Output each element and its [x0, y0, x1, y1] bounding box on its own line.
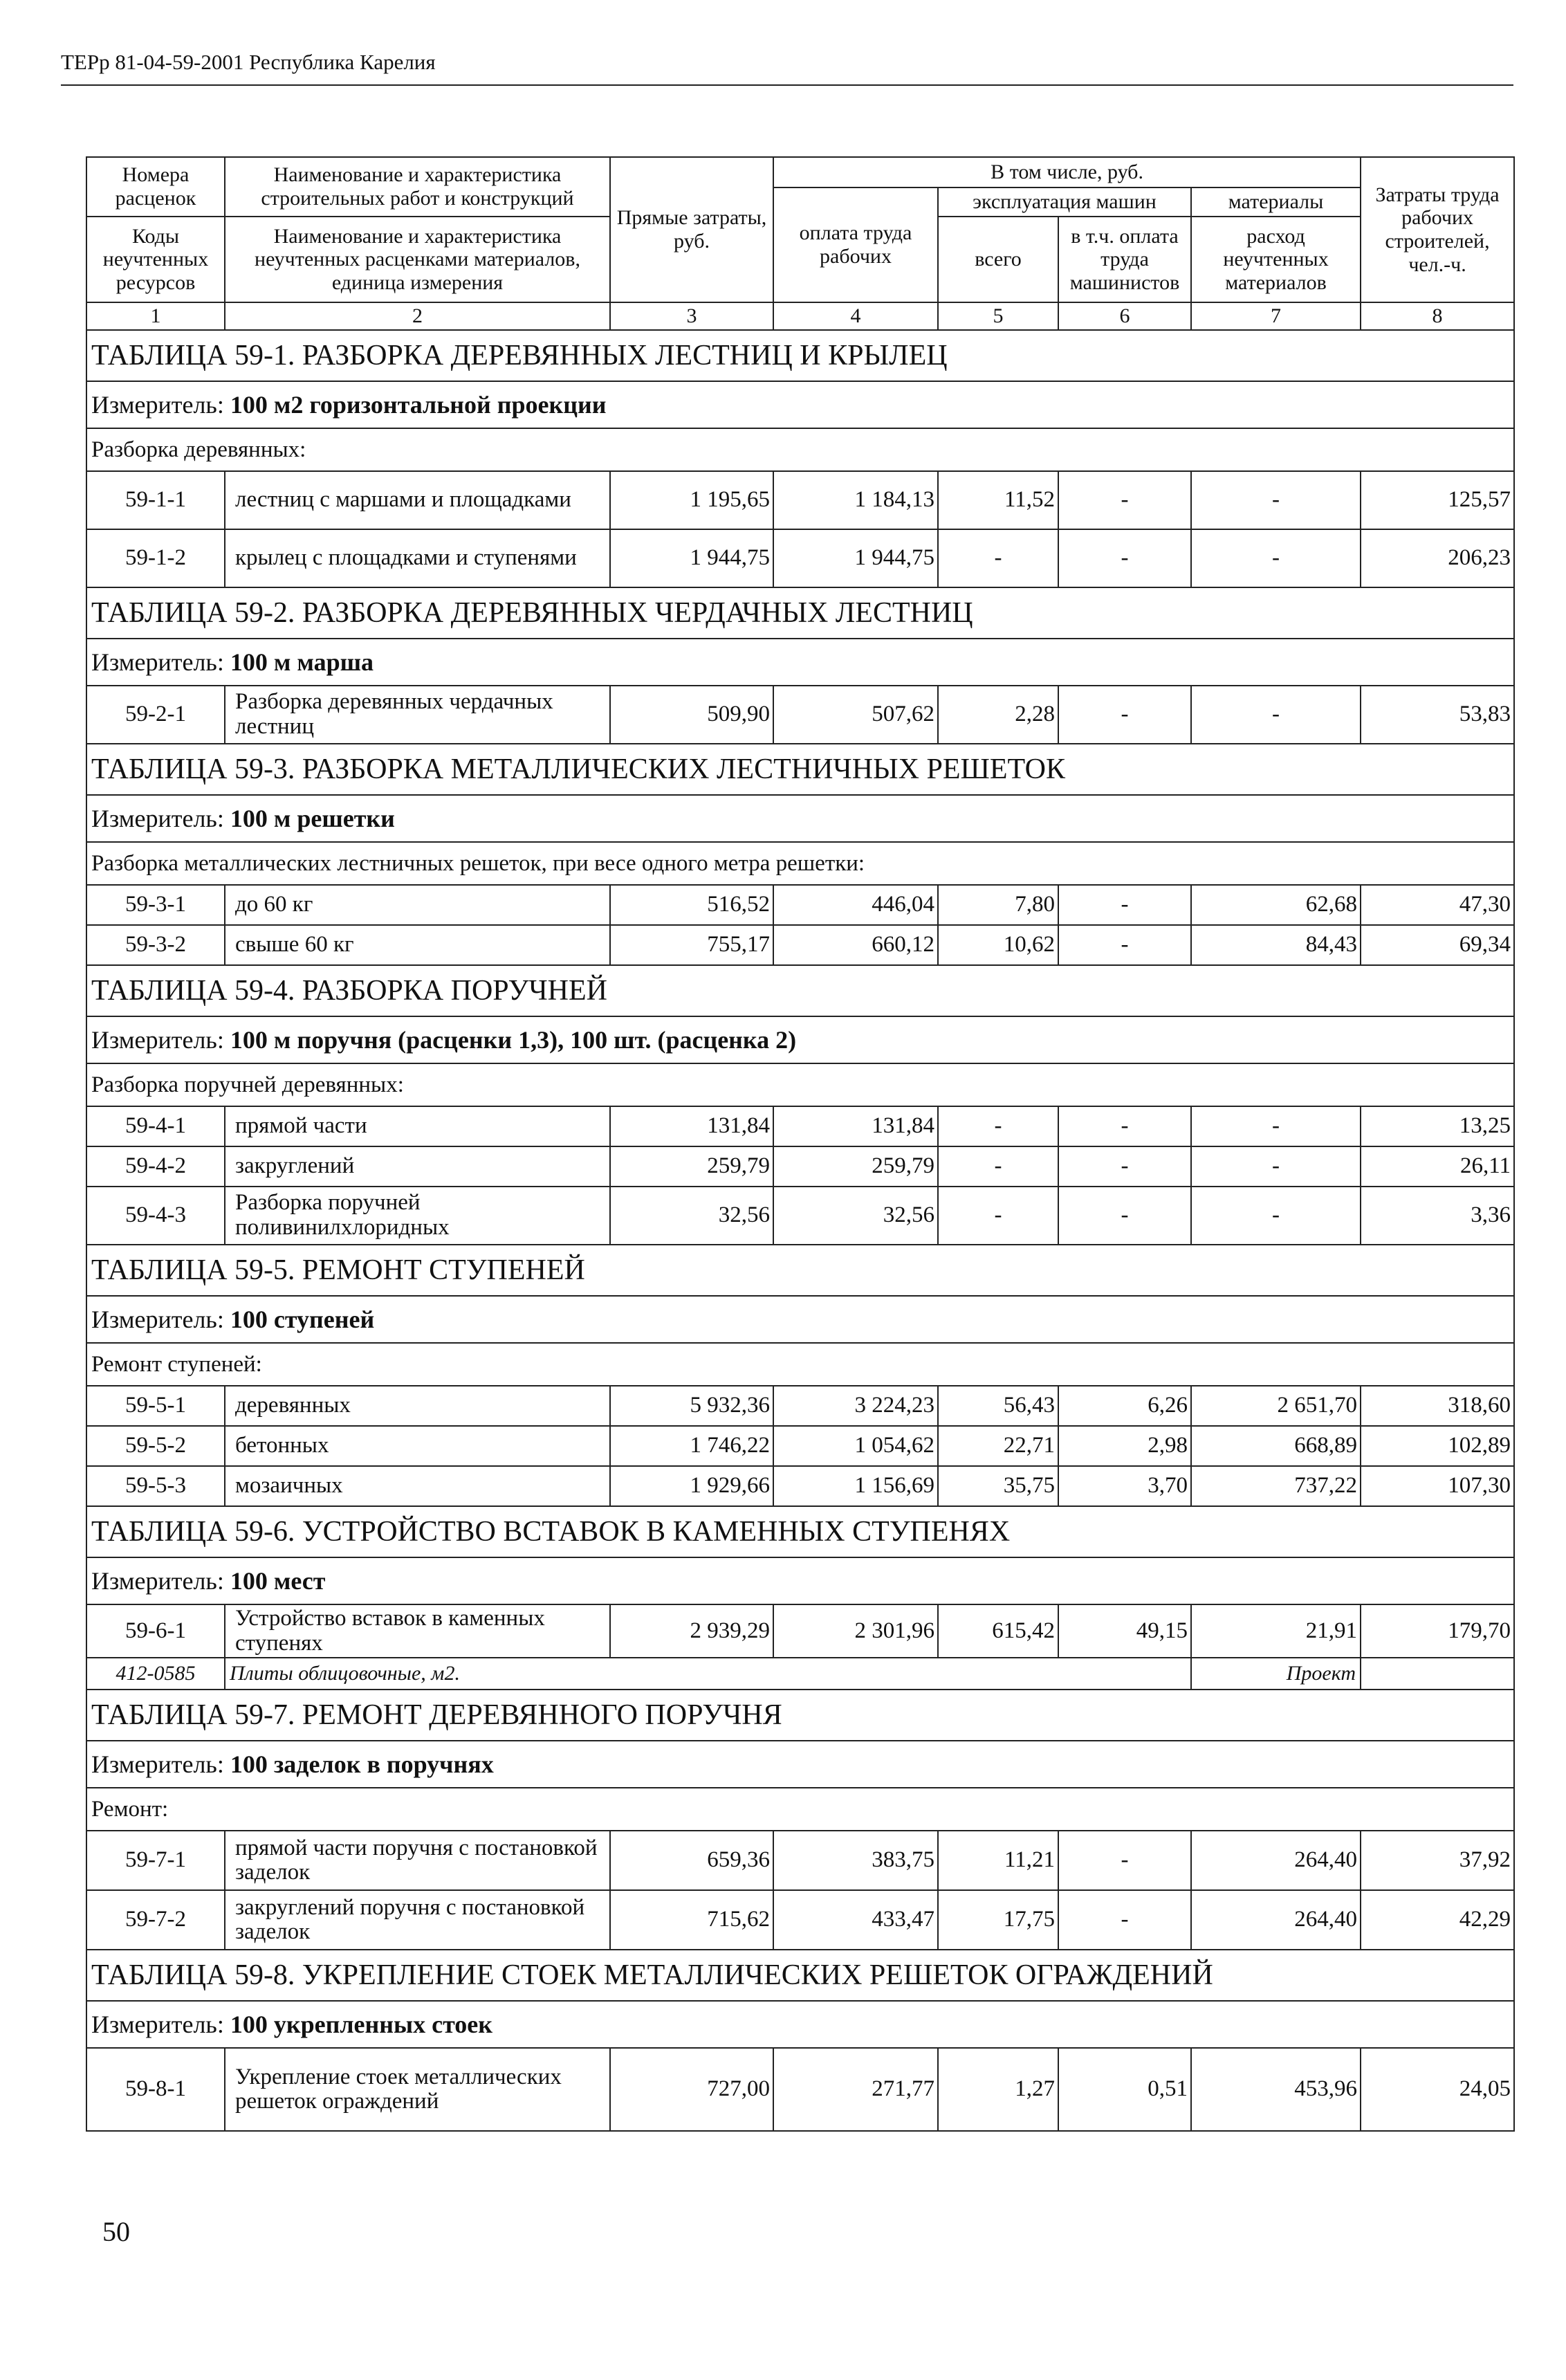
work-name: Разборка поручней поливинилхлоридных	[225, 1187, 610, 1245]
table-row	[86, 529, 1514, 587]
section-title-row	[86, 1245, 1514, 1296]
rate-code: 59-4-3	[86, 1187, 225, 1245]
measure-label: Измеритель:	[91, 2011, 224, 2039]
group-heading: Ремонт:	[86, 1788, 1514, 1831]
rate-code: 59-4-2	[86, 1146, 225, 1187]
machinist-wage: -	[1058, 1146, 1191, 1187]
resource-empty	[1361, 1658, 1514, 1690]
section-title: ТАБЛИЦА 59-3. РАЗБОРКА МЕТАЛЛИЧЕСКИХ ЛЕСТНИЧНЫХ РЕШЕТОК	[86, 744, 1514, 795]
section-title: ТАБЛИЦА 59-4. РАЗБОРКА ПОРУЧНЕЙ	[86, 965, 1514, 1016]
wage-cost: 259,79	[773, 1146, 938, 1187]
col2-bottom-header: Наименование и характеристика неучтенных расценками материалов, единица измерения	[225, 217, 610, 302]
wage-cost: 433,47	[773, 1890, 938, 1950]
machine-cost: 22,71	[938, 1426, 1058, 1466]
table-row	[86, 1146, 1514, 1187]
table-row	[86, 1831, 1514, 1890]
material-cost: 668,89	[1191, 1426, 1361, 1466]
rate-code: 59-1-1	[86, 471, 225, 529]
col3-header: Прямые затраты, руб.	[610, 157, 773, 302]
machinist-wage: 3,70	[1058, 1466, 1191, 1506]
direct-cost: 1 746,22	[610, 1426, 773, 1466]
measure-row	[86, 1016, 1514, 1063]
section-title-row	[86, 330, 1514, 381]
wage-cost: 2 301,96	[773, 1604, 938, 1658]
work-name: прямой части поручня с постановкой заделок	[225, 1831, 610, 1890]
work-name: крылец с площадками и ступенями	[225, 529, 610, 587]
work-name: Устройство вставок в каменных ступенях	[225, 1604, 610, 1658]
header-rule	[61, 84, 1513, 86]
table-row	[86, 1426, 1514, 1466]
wage-cost: 3 224,23	[773, 1386, 938, 1426]
rate-code: 59-7-2	[86, 1890, 225, 1950]
wage-cost: 131,84	[773, 1106, 938, 1146]
measure-cell	[86, 381, 1514, 428]
material-cost: 264,40	[1191, 1831, 1361, 1890]
rate-code: 59-3-2	[86, 925, 225, 965]
column-number: 8	[1361, 302, 1514, 330]
work-name: Укрепление стоек металлических решеток ограждений	[225, 2048, 610, 2131]
machine-cost: 17,75	[938, 1890, 1058, 1950]
measure-label: Измеритель:	[91, 805, 224, 832]
measure-row	[86, 639, 1514, 686]
table-row	[86, 2048, 1514, 2131]
col2-top-header: Наименование и характеристика строительных работ и конструкций	[225, 157, 610, 217]
material-cost: 62,68	[1191, 885, 1361, 925]
machinist-wage: -	[1058, 1187, 1191, 1245]
section-title: ТАБЛИЦА 59-7. РЕМОНТ ДЕРЕВЯННОГО ПОРУЧНЯ	[86, 1690, 1514, 1741]
machine-cost: -	[938, 529, 1058, 587]
measure-row	[86, 1296, 1514, 1343]
column-number: 2	[225, 302, 610, 330]
wage-cost: 383,75	[773, 1831, 938, 1890]
section-title: ТАБЛИЦА 59-1. РАЗБОРКА ДЕРЕВЯННЫХ ЛЕСТНИЦ И КРЫЛЕЦ	[86, 330, 1514, 381]
group-row	[86, 1788, 1514, 1831]
direct-cost: 1 944,75	[610, 529, 773, 587]
labor-hours: 37,92	[1361, 1831, 1514, 1890]
wage-cost: 1 184,13	[773, 471, 938, 529]
materials-header: материалы	[1191, 187, 1361, 217]
direct-cost: 755,17	[610, 925, 773, 965]
col6-header: в т.ч. оплата труда машинистов	[1058, 217, 1191, 302]
machine-cost: 56,43	[938, 1386, 1058, 1426]
column-number: 1	[86, 302, 225, 330]
table-row	[86, 885, 1514, 925]
resource-code: 412-0585	[86, 1658, 225, 1690]
material-cost: -	[1191, 1106, 1361, 1146]
wage-cost: 507,62	[773, 686, 938, 744]
wage-cost: 660,12	[773, 925, 938, 965]
section-title: ТАБЛИЦА 59-6. УСТРОЙСТВО ВСТАВОК В КАМЕННЫХ СТУПЕНЯХ	[86, 1506, 1514, 1557]
material-cost: 264,40	[1191, 1890, 1361, 1950]
measure-label: Измеритель:	[91, 1750, 224, 1779]
machinist-wage: -	[1058, 1831, 1191, 1890]
measure-row	[86, 1557, 1514, 1604]
material-cost: 737,22	[1191, 1466, 1361, 1506]
col5-header: всего	[938, 217, 1058, 302]
labor-hours: 125,57	[1361, 471, 1514, 529]
section-title-row	[86, 744, 1514, 795]
col7-header: расход неучтенных материалов	[1191, 217, 1361, 302]
section-title-row	[86, 1506, 1514, 1557]
work-name: закруглений	[225, 1146, 610, 1187]
rate-code: 59-3-1	[86, 885, 225, 925]
table-row	[86, 686, 1514, 744]
machinist-wage: -	[1058, 885, 1191, 925]
measure-cell	[86, 639, 1514, 686]
labor-hours: 179,70	[1361, 1604, 1514, 1658]
col8-header: Затраты труда рабочих строителей, чел.-ч.	[1361, 157, 1514, 302]
machinist-wage: 0,51	[1058, 2048, 1191, 2131]
column-number-row	[86, 302, 1514, 330]
measure-cell	[86, 1296, 1514, 1343]
direct-cost: 1 929,66	[610, 1466, 773, 1506]
section-title-row	[86, 1950, 1514, 2001]
page-number: 50	[102, 2216, 130, 2247]
measure-value: 100 укрепленных стоек	[230, 2011, 493, 2039]
machine-cost: -	[938, 1187, 1058, 1245]
measure-value: 100 м марша	[230, 648, 374, 676]
material-cost: 2 651,70	[1191, 1386, 1361, 1426]
machinist-wage: 2,98	[1058, 1426, 1191, 1466]
machinist-wage: -	[1058, 1890, 1191, 1950]
machines-header: эксплуатация машин	[938, 187, 1191, 217]
section-title-row	[86, 1690, 1514, 1741]
machinist-wage: 49,15	[1058, 1604, 1191, 1658]
table-row	[86, 471, 1514, 529]
measure-value: 100 м2 горизонтальной проекции	[230, 391, 607, 419]
work-name: прямой части	[225, 1106, 610, 1146]
material-cost: 453,96	[1191, 2048, 1361, 2131]
table-row	[86, 1187, 1514, 1245]
rate-code: 59-5-1	[86, 1386, 225, 1426]
col1-bottom-header: Коды неучтенных ресурсов	[86, 217, 225, 302]
group-row	[86, 1343, 1514, 1386]
group-row	[86, 428, 1514, 471]
wage-cost: 32,56	[773, 1187, 938, 1245]
measure-label: Измеритель:	[91, 1567, 224, 1595]
column-number: 5	[938, 302, 1058, 330]
resource-material: Проект	[1191, 1658, 1361, 1690]
rate-code: 59-5-2	[86, 1426, 225, 1466]
machine-cost: 1,27	[938, 2048, 1058, 2131]
machine-cost: -	[938, 1146, 1058, 1187]
machine-cost: 615,42	[938, 1604, 1058, 1658]
machinist-wage: -	[1058, 686, 1191, 744]
work-name: бетонных	[225, 1426, 610, 1466]
machine-cost: -	[938, 1106, 1058, 1146]
group-heading: Разборка деревянных:	[86, 428, 1514, 471]
machine-cost: 11,21	[938, 1831, 1058, 1890]
resource-name: Плиты облицовочные, м2.	[225, 1658, 1191, 1690]
column-number: 7	[1191, 302, 1361, 330]
labor-hours: 26,11	[1361, 1146, 1514, 1187]
measure-row	[86, 381, 1514, 428]
direct-cost: 727,00	[610, 2048, 773, 2131]
group-row	[86, 842, 1514, 885]
wage-cost: 446,04	[773, 885, 938, 925]
col4-header: оплата труда рабочих	[773, 187, 938, 302]
rate-code: 59-1-2	[86, 529, 225, 587]
group-heading: Разборка металлических лестничных решеток, при весе одного метра решетки:	[86, 842, 1514, 885]
direct-cost: 131,84	[610, 1106, 773, 1146]
section-title: ТАБЛИЦА 59-2. РАЗБОРКА ДЕРЕВЯННЫХ ЧЕРДАЧНЫХ ЛЕСТНИЦ	[86, 587, 1514, 639]
column-number: 4	[773, 302, 938, 330]
wage-cost: 1 944,75	[773, 529, 938, 587]
table-header	[86, 157, 1514, 330]
work-name: свыше 60 кг	[225, 925, 610, 965]
table-body	[86, 330, 1514, 2131]
measure-cell	[86, 2001, 1514, 2048]
col1-top-header: Номера расценок	[86, 157, 225, 217]
measure-label: Измеритель:	[91, 391, 224, 419]
measure-row	[86, 1741, 1514, 1788]
labor-hours: 53,83	[1361, 686, 1514, 744]
measure-value: 100 ступеней	[230, 1306, 375, 1333]
section-title: ТАБЛИЦА 59-5. РЕМОНТ СТУПЕНЕЙ	[86, 1245, 1514, 1296]
incl-header: В том числе, руб.	[773, 157, 1361, 187]
rate-code: 59-4-1	[86, 1106, 225, 1146]
labor-hours: 47,30	[1361, 885, 1514, 925]
group-row	[86, 1063, 1514, 1106]
direct-cost: 516,52	[610, 885, 773, 925]
running-header: ТЕРр 81-04-59-2001 Республика Карелия	[61, 50, 436, 74]
table-row	[86, 1466, 1514, 1506]
measure-row	[86, 2001, 1514, 2048]
section-title-row	[86, 587, 1514, 639]
unaccounted-resource-row	[86, 1658, 1514, 1690]
machinist-wage: 6,26	[1058, 1386, 1191, 1426]
measure-value: 100 м решетки	[230, 805, 395, 832]
wage-cost: 1 054,62	[773, 1426, 938, 1466]
work-name: мозаичных	[225, 1466, 610, 1506]
labor-hours: 107,30	[1361, 1466, 1514, 1506]
work-name: закруглений поручня с постановкой заделок	[225, 1890, 610, 1950]
measure-value: 100 м поручня (расценки 1,3), 100 шт. (расценка 2)	[230, 1026, 797, 1054]
table-row	[86, 1890, 1514, 1950]
measure-cell	[86, 1557, 1514, 1604]
work-name: Разборка деревянных чердачных лестниц	[225, 686, 610, 744]
direct-cost: 5 932,36	[610, 1386, 773, 1426]
table-row	[86, 1106, 1514, 1146]
work-name: до 60 кг	[225, 885, 610, 925]
measure-value: 100 мест	[230, 1567, 326, 1595]
material-cost: 21,91	[1191, 1604, 1361, 1658]
direct-cost: 259,79	[610, 1146, 773, 1187]
section-title: ТАБЛИЦА 59-8. УКРЕПЛЕНИЕ СТОЕК МЕТАЛЛИЧЕСКИХ РЕШЕТОК ОГРАЖДЕНИЙ	[86, 1950, 1514, 2001]
measure-value: 100 заделок в поручнях	[230, 1750, 494, 1779]
table-row	[86, 1604, 1514, 1658]
table-row	[86, 925, 1514, 965]
column-number: 6	[1058, 302, 1191, 330]
machinist-wage: -	[1058, 471, 1191, 529]
measure-label: Измеритель:	[91, 1306, 224, 1333]
column-number: 3	[610, 302, 773, 330]
group-heading: Разборка поручней деревянных:	[86, 1063, 1514, 1106]
direct-cost: 715,62	[610, 1890, 773, 1950]
material-cost: -	[1191, 686, 1361, 744]
labor-hours: 102,89	[1361, 1426, 1514, 1466]
measure-label: Измеритель:	[91, 648, 224, 676]
direct-cost: 2 939,29	[610, 1604, 773, 1658]
wage-cost: 271,77	[773, 2048, 938, 2131]
table-row	[86, 1386, 1514, 1426]
direct-cost: 509,90	[610, 686, 773, 744]
machinist-wage: -	[1058, 925, 1191, 965]
machine-cost: 10,62	[938, 925, 1058, 965]
material-cost: -	[1191, 1146, 1361, 1187]
machine-cost: 7,80	[938, 885, 1058, 925]
direct-cost: 1 195,65	[610, 471, 773, 529]
measure-row	[86, 795, 1514, 842]
work-name: лестниц с маршами и площадками	[225, 471, 610, 529]
labor-hours: 24,05	[1361, 2048, 1514, 2131]
machine-cost: 35,75	[938, 1466, 1058, 1506]
rate-code: 59-2-1	[86, 686, 225, 744]
material-cost: 84,43	[1191, 925, 1361, 965]
rate-code: 59-7-1	[86, 1831, 225, 1890]
machine-cost: 2,28	[938, 686, 1058, 744]
measure-cell	[86, 795, 1514, 842]
material-cost: -	[1191, 529, 1361, 587]
rate-code: 59-6-1	[86, 1604, 225, 1658]
section-title-row	[86, 965, 1514, 1016]
work-name: деревянных	[225, 1386, 610, 1426]
price-table	[86, 156, 1515, 2132]
direct-cost: 32,56	[610, 1187, 773, 1245]
material-cost: -	[1191, 1187, 1361, 1245]
labor-hours: 13,25	[1361, 1106, 1514, 1146]
rate-code: 59-5-3	[86, 1466, 225, 1506]
labor-hours: 318,60	[1361, 1386, 1514, 1426]
labor-hours: 3,36	[1361, 1187, 1514, 1245]
measure-cell	[86, 1016, 1514, 1063]
labor-hours: 69,34	[1361, 925, 1514, 965]
wage-cost: 1 156,69	[773, 1466, 938, 1506]
labor-hours: 42,29	[1361, 1890, 1514, 1950]
rate-code: 59-8-1	[86, 2048, 225, 2131]
material-cost: -	[1191, 471, 1361, 529]
direct-cost: 659,36	[610, 1831, 773, 1890]
labor-hours: 206,23	[1361, 529, 1514, 587]
machinist-wage: -	[1058, 529, 1191, 587]
machinist-wage: -	[1058, 1106, 1191, 1146]
measure-cell	[86, 1741, 1514, 1788]
group-heading: Ремонт ступеней:	[86, 1343, 1514, 1386]
machine-cost: 11,52	[938, 471, 1058, 529]
measure-label: Измеритель:	[91, 1026, 224, 1054]
